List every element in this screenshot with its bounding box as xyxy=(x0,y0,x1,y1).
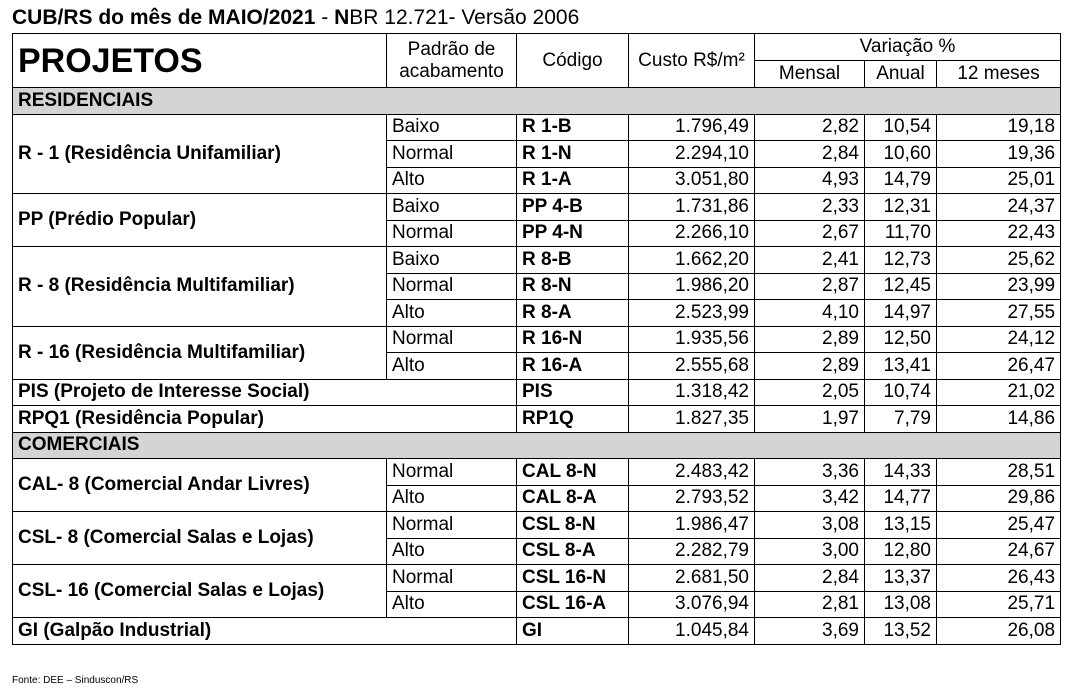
page-title xyxy=(12,5,579,31)
title-n: N xyxy=(334,6,350,29)
padrao-cell: Alto xyxy=(387,538,517,565)
padrao-cell: Normal xyxy=(387,565,517,592)
mensal-cell: 3,00 xyxy=(755,538,865,565)
anual-cell: 13,52 xyxy=(865,618,937,645)
project-name: R - 16 (Residência Multifamiliar) xyxy=(13,326,387,379)
anual-cell: 10,54 xyxy=(865,114,937,141)
title-sep: - xyxy=(315,6,335,29)
padrao-cell: Normal xyxy=(387,141,517,168)
doze-meses-cell: 22,43 xyxy=(937,220,1061,247)
anual-cell: 13,15 xyxy=(865,512,937,539)
custo-cell: 2.681,50 xyxy=(629,565,755,592)
padrao-cell: Normal xyxy=(387,273,517,300)
padrao-cell: Alto xyxy=(387,591,517,618)
header-variacao: Variação % xyxy=(755,34,1061,61)
codigo-cell: R 1-A xyxy=(517,167,629,194)
header-12-meses: 12 meses xyxy=(937,61,1061,88)
codigo-cell: CAL 8-N xyxy=(517,459,629,486)
padrao-cell: Normal xyxy=(387,459,517,486)
codigo-cell: CSL 8-N xyxy=(517,512,629,539)
title-part1: CUB/RS do mês de MAIO/2021 xyxy=(12,6,316,29)
mensal-cell: 2,82 xyxy=(755,114,865,141)
codigo-cell: CSL 16-N xyxy=(517,565,629,592)
padrao-cell: Alto xyxy=(387,300,517,327)
table-row xyxy=(13,512,1061,539)
doze-meses-cell: 19,36 xyxy=(937,141,1061,168)
custo-cell: 1.986,47 xyxy=(629,512,755,539)
anual-cell: 12,45 xyxy=(865,273,937,300)
codigo-cell: GI xyxy=(517,618,629,645)
section-label: COMERCIAIS xyxy=(13,432,1061,459)
anual-cell: 14,79 xyxy=(865,167,937,194)
mensal-cell: 2,87 xyxy=(755,273,865,300)
doze-meses-cell: 24,67 xyxy=(937,538,1061,565)
anual-cell: 13,37 xyxy=(865,565,937,592)
custo-cell: 1.662,20 xyxy=(629,247,755,274)
table-row xyxy=(13,459,1061,486)
doze-meses-cell: 14,86 xyxy=(937,406,1061,433)
anual-cell: 7,79 xyxy=(865,406,937,433)
mensal-cell: 2,81 xyxy=(755,591,865,618)
mensal-cell: 3,36 xyxy=(755,459,865,486)
doze-meses-cell: 24,12 xyxy=(937,326,1061,353)
doze-meses-cell: 25,71 xyxy=(937,591,1061,618)
custo-cell: 3.076,94 xyxy=(629,591,755,618)
custo-cell: 1.827,35 xyxy=(629,406,755,433)
custo-cell: 1.935,56 xyxy=(629,326,755,353)
padrao-cell: Baixo xyxy=(387,247,517,274)
padrao-cell: Normal xyxy=(387,326,517,353)
anual-cell: 11,70 xyxy=(865,220,937,247)
project-name: CSL- 8 (Comercial Salas e Lojas) xyxy=(13,512,387,565)
doze-meses-cell: 29,86 xyxy=(937,485,1061,512)
doze-meses-cell: 27,55 xyxy=(937,300,1061,327)
padrao-cell: Normal xyxy=(387,220,517,247)
table-row xyxy=(13,326,1061,353)
cub-table xyxy=(12,33,1061,645)
custo-cell: 2.282,79 xyxy=(629,538,755,565)
padrao-cell: Baixo xyxy=(387,194,517,221)
mensal-cell: 4,10 xyxy=(755,300,865,327)
codigo-cell: R 8-A xyxy=(517,300,629,327)
doze-meses-cell: 21,02 xyxy=(937,379,1061,406)
anual-cell: 10,74 xyxy=(865,379,937,406)
custo-cell: 1.796,49 xyxy=(629,114,755,141)
section-row xyxy=(13,432,1061,459)
mensal-cell: 2,41 xyxy=(755,247,865,274)
mensal-cell: 2,89 xyxy=(755,353,865,380)
project-name: R - 8 (Residência Multifamiliar) xyxy=(13,247,387,327)
table-row xyxy=(13,406,1061,433)
codigo-cell: RP1Q xyxy=(517,406,629,433)
table-row xyxy=(13,247,1061,274)
codigo-cell: R 1-N xyxy=(517,141,629,168)
anual-cell: 12,80 xyxy=(865,538,937,565)
project-name: PIS (Projeto de Interesse Social) xyxy=(13,379,517,406)
project-name: RPQ1 (Residência Popular) xyxy=(13,406,517,433)
mensal-cell: 1,97 xyxy=(755,406,865,433)
codigo-cell: R 1-B xyxy=(517,114,629,141)
custo-cell: 3.051,80 xyxy=(629,167,755,194)
doze-meses-cell: 26,08 xyxy=(937,618,1061,645)
mensal-cell: 2,89 xyxy=(755,326,865,353)
table-row xyxy=(13,194,1061,221)
header-anual: Anual xyxy=(865,61,937,88)
anual-cell: 12,50 xyxy=(865,326,937,353)
padrao-cell: Baixo xyxy=(387,114,517,141)
header-mensal: Mensal xyxy=(755,61,865,88)
doze-meses-cell: 24,37 xyxy=(937,194,1061,221)
padrao-cell: Normal xyxy=(387,512,517,539)
codigo-cell: CSL 16-A xyxy=(517,591,629,618)
project-name: GI (Galpão Industrial) xyxy=(13,618,517,645)
mensal-cell: 3,69 xyxy=(755,618,865,645)
custo-cell: 2.555,68 xyxy=(629,353,755,380)
project-name: CAL- 8 (Comercial Andar Livres) xyxy=(13,459,387,512)
doze-meses-cell: 19,18 xyxy=(937,114,1061,141)
mensal-cell: 2,05 xyxy=(755,379,865,406)
anual-cell: 13,41 xyxy=(865,353,937,380)
anual-cell: 10,60 xyxy=(865,141,937,168)
doze-meses-cell: 26,47 xyxy=(937,353,1061,380)
mensal-cell: 2,67 xyxy=(755,220,865,247)
table-row xyxy=(13,618,1061,645)
padrao-cell: Alto xyxy=(387,353,517,380)
custo-cell: 2.523,99 xyxy=(629,300,755,327)
table-row xyxy=(13,114,1061,141)
mensal-cell: 4,93 xyxy=(755,167,865,194)
custo-cell: 2.266,10 xyxy=(629,220,755,247)
table-row xyxy=(13,565,1061,592)
doze-meses-cell: 25,47 xyxy=(937,512,1061,539)
codigo-cell: R 16-A xyxy=(517,353,629,380)
codigo-cell: CAL 8-A xyxy=(517,485,629,512)
title-part2: BR 12.721- Versão 2006 xyxy=(349,6,580,29)
mensal-cell: 3,42 xyxy=(755,485,865,512)
header-row-1 xyxy=(13,34,1061,61)
custo-cell: 2.483,42 xyxy=(629,459,755,486)
header-padrao: Padrão de acabamento xyxy=(387,34,517,88)
anual-cell: 12,31 xyxy=(865,194,937,221)
anual-cell: 12,73 xyxy=(865,247,937,274)
codigo-cell: R 8-B xyxy=(517,247,629,274)
custo-cell: 1.045,84 xyxy=(629,618,755,645)
padrao-cell: Alto xyxy=(387,167,517,194)
header-codigo: Código xyxy=(517,34,629,88)
anual-cell: 14,97 xyxy=(865,300,937,327)
doze-meses-cell: 25,62 xyxy=(937,247,1061,274)
anual-cell: 14,33 xyxy=(865,459,937,486)
header-projetos: PROJETOS xyxy=(13,34,387,88)
project-name: CSL- 16 (Comercial Salas e Lojas) xyxy=(13,565,387,618)
codigo-cell: R 8-N xyxy=(517,273,629,300)
codigo-cell: R 16-N xyxy=(517,326,629,353)
codigo-cell: PP 4-B xyxy=(517,194,629,221)
section-label: RESIDENCIAIS xyxy=(13,88,1061,115)
mensal-cell: 2,84 xyxy=(755,565,865,592)
mensal-cell: 2,84 xyxy=(755,141,865,168)
section-row xyxy=(13,88,1061,115)
table-row xyxy=(13,379,1061,406)
codigo-cell: PP 4-N xyxy=(517,220,629,247)
doze-meses-cell: 23,99 xyxy=(937,273,1061,300)
source-note: Fonte: DEE – Sinduscon/RS xyxy=(12,675,139,686)
custo-cell: 1.986,20 xyxy=(629,273,755,300)
padrao-cell: Alto xyxy=(387,485,517,512)
codigo-cell: CSL 8-A xyxy=(517,538,629,565)
custo-cell: 1.318,42 xyxy=(629,379,755,406)
custo-cell: 2.294,10 xyxy=(629,141,755,168)
custo-cell: 1.731,86 xyxy=(629,194,755,221)
anual-cell: 13,08 xyxy=(865,591,937,618)
mensal-cell: 3,08 xyxy=(755,512,865,539)
project-name: R - 1 (Residência Unifamiliar) xyxy=(13,114,387,194)
doze-meses-cell: 26,43 xyxy=(937,565,1061,592)
anual-cell: 14,77 xyxy=(865,485,937,512)
mensal-cell: 2,33 xyxy=(755,194,865,221)
doze-meses-cell: 28,51 xyxy=(937,459,1061,486)
custo-cell: 2.793,52 xyxy=(629,485,755,512)
header-custo: Custo R$/m² xyxy=(629,34,755,88)
doze-meses-cell: 25,01 xyxy=(937,167,1061,194)
project-name: PP (Prédio Popular) xyxy=(13,194,387,247)
codigo-cell: PIS xyxy=(517,379,629,406)
